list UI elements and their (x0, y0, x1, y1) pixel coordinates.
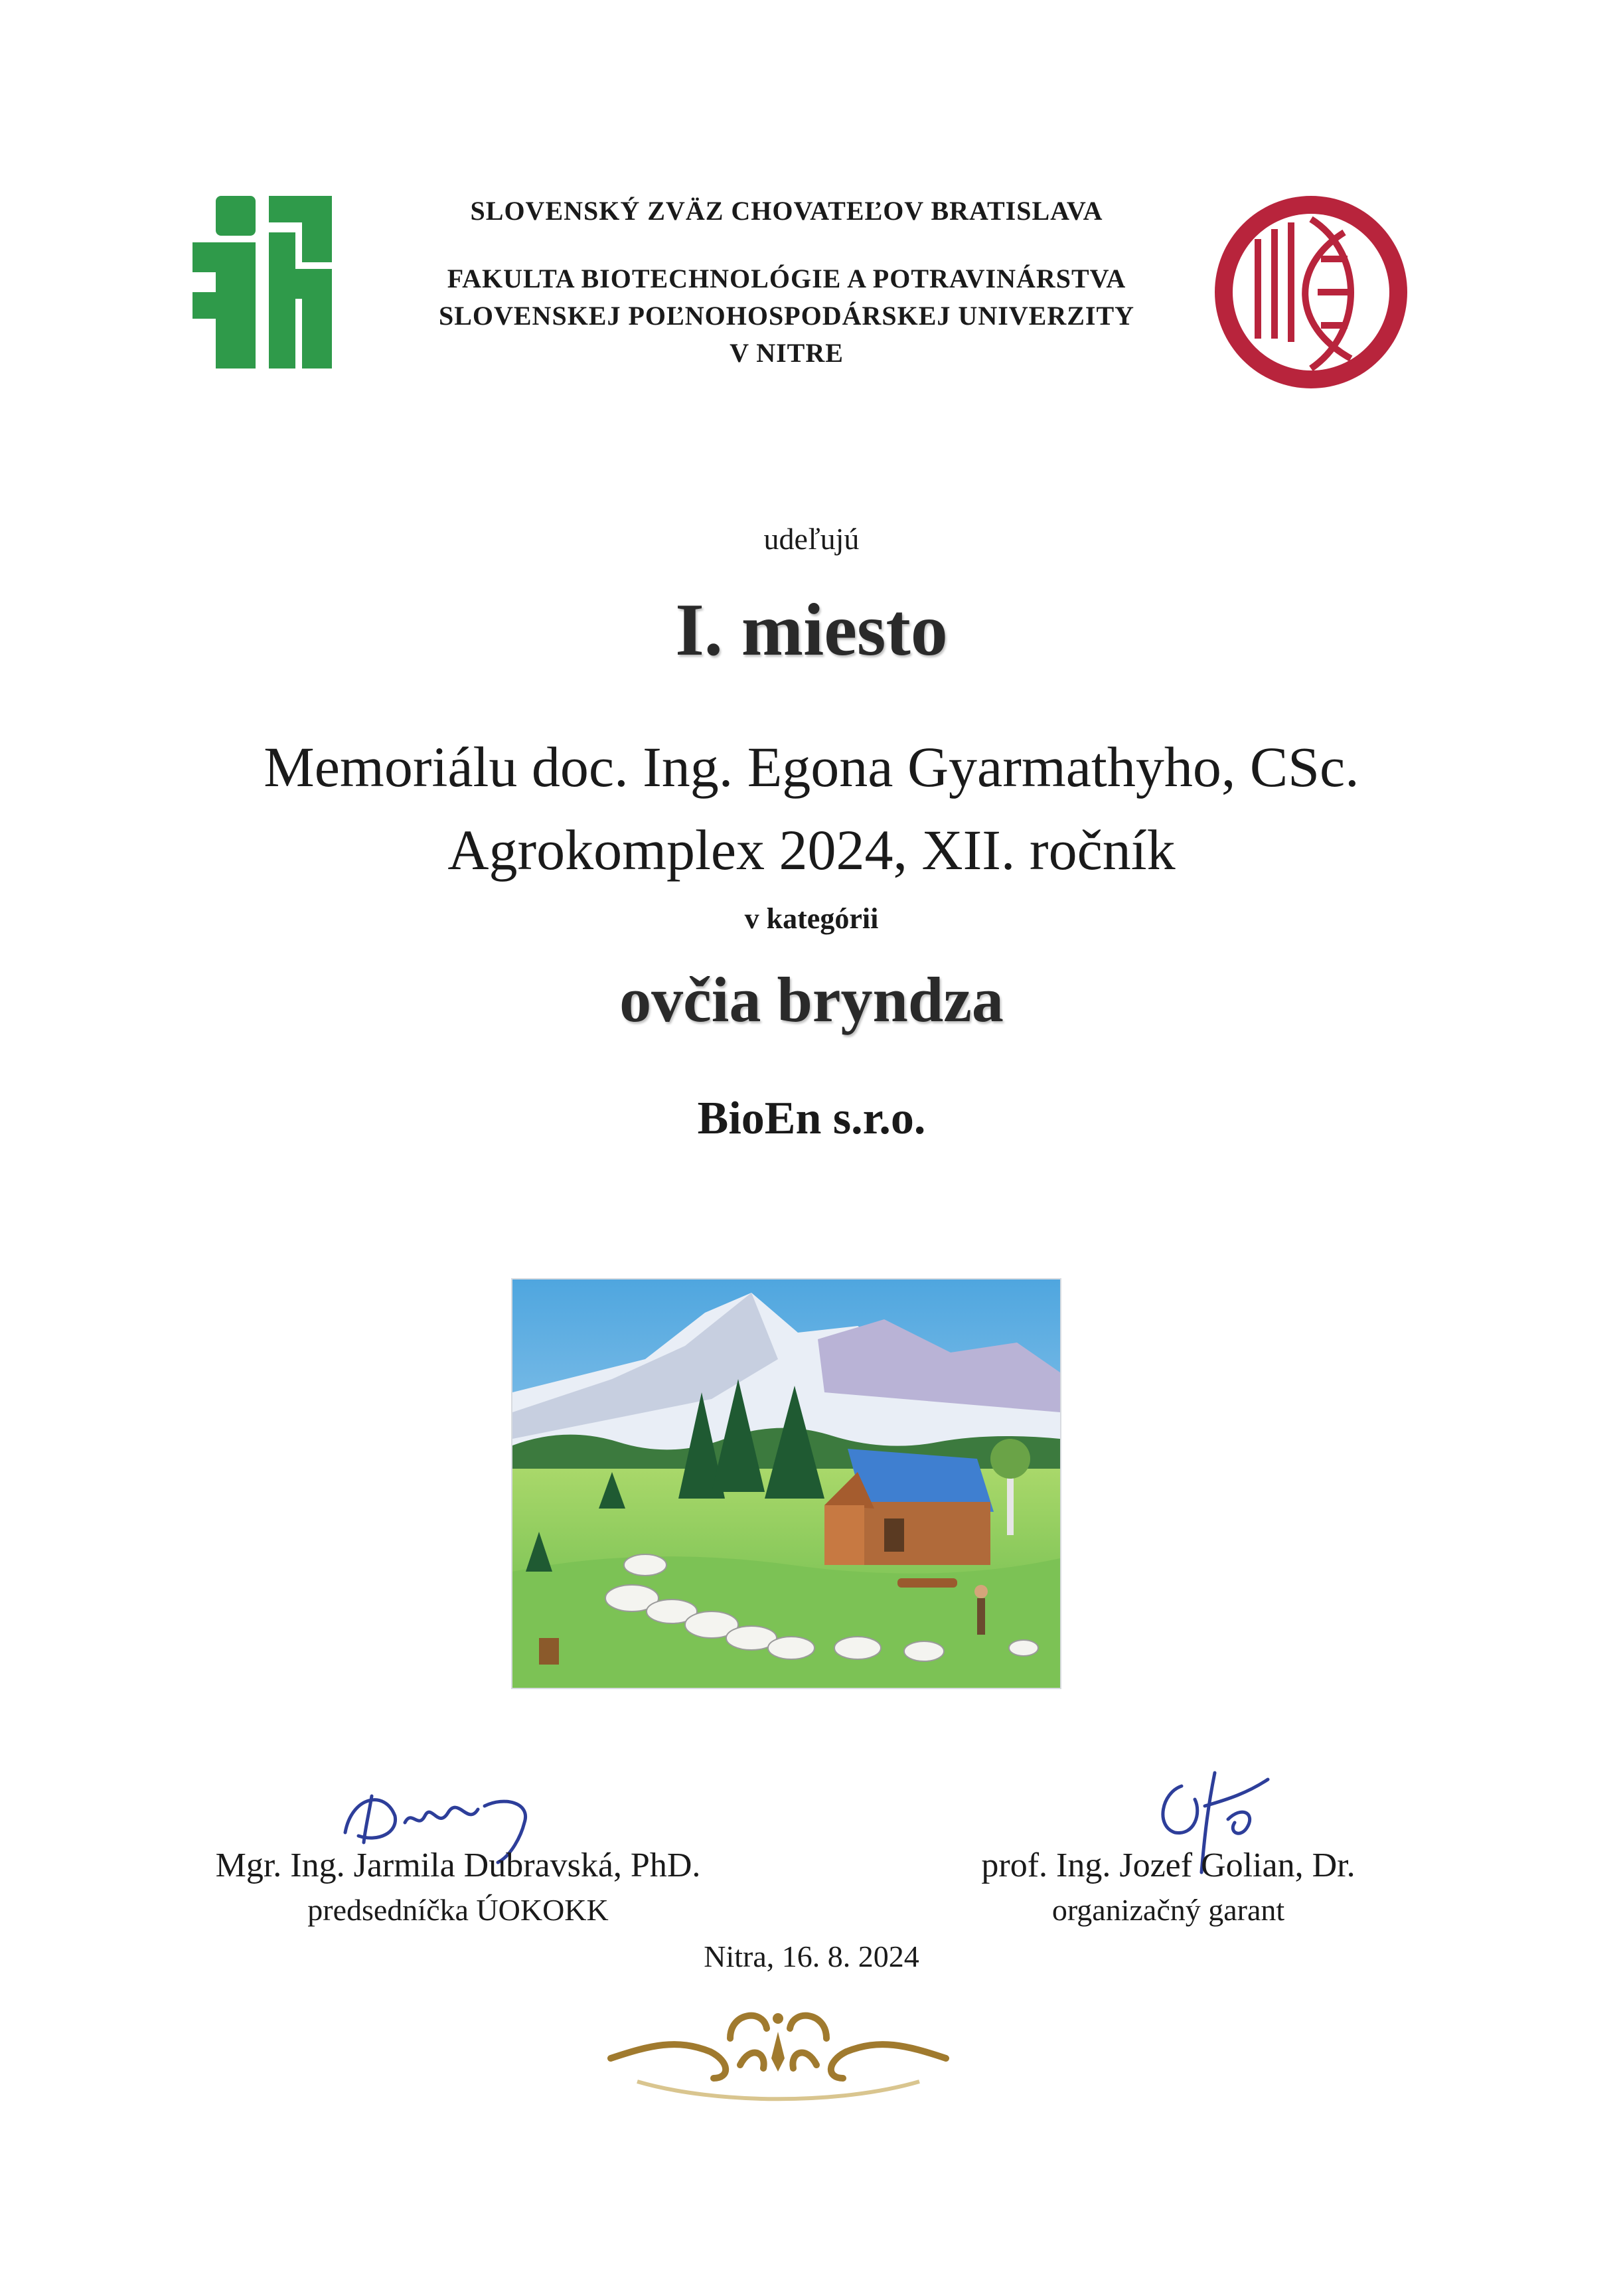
fbp-logo-icon (1211, 193, 1411, 392)
association-name: SLOVENSKÝ ZVÄZ CHOVATEĽOV BRATISLAVA (470, 196, 1103, 226)
faculty-name (372, 260, 1201, 372)
award-intro: udeľujú (763, 522, 860, 556)
mountain-sheep-painting (511, 1278, 1061, 1689)
right-signatory-name: prof. Ing. Jozef Golian, Dr. (981, 1846, 1355, 1884)
event-line-1: Memoriálu doc. Ing. Egona Gyarmathyho, CSc. (264, 735, 1359, 799)
place-date: Nitra, 16. 8. 2024 (704, 1939, 919, 1973)
awardee-name: BioEn s.r.o. (697, 1093, 926, 1144)
faculty-line-2: SLOVENSKEJ POĽNOHOSPODÁRSKEJ UNIVERZITY (438, 301, 1135, 331)
left-signatory-name: Mgr. Ing. Jarmila Dubravská, PhD. (215, 1846, 701, 1884)
szch-logo-icon (189, 193, 335, 372)
faculty-line-1: FAKULTA BIOTECHNOLÓGIE A POTRAVINÁRSTVA (447, 264, 1126, 293)
award-category: ovčia bryndza (619, 964, 1004, 1035)
award-place: I. miesto (675, 589, 948, 671)
faculty-line-3: V NITRE (730, 338, 844, 368)
category-intro: v kategórii (744, 902, 879, 935)
gold-ornament (597, 1999, 959, 2105)
right-signatory-role: organizačný garant (1051, 1893, 1285, 1927)
left-signatory-role: predsedníčka ÚOKOKK (307, 1893, 609, 1927)
event-line-2: Agrokomplex 2024, XII. ročník (447, 818, 1176, 882)
